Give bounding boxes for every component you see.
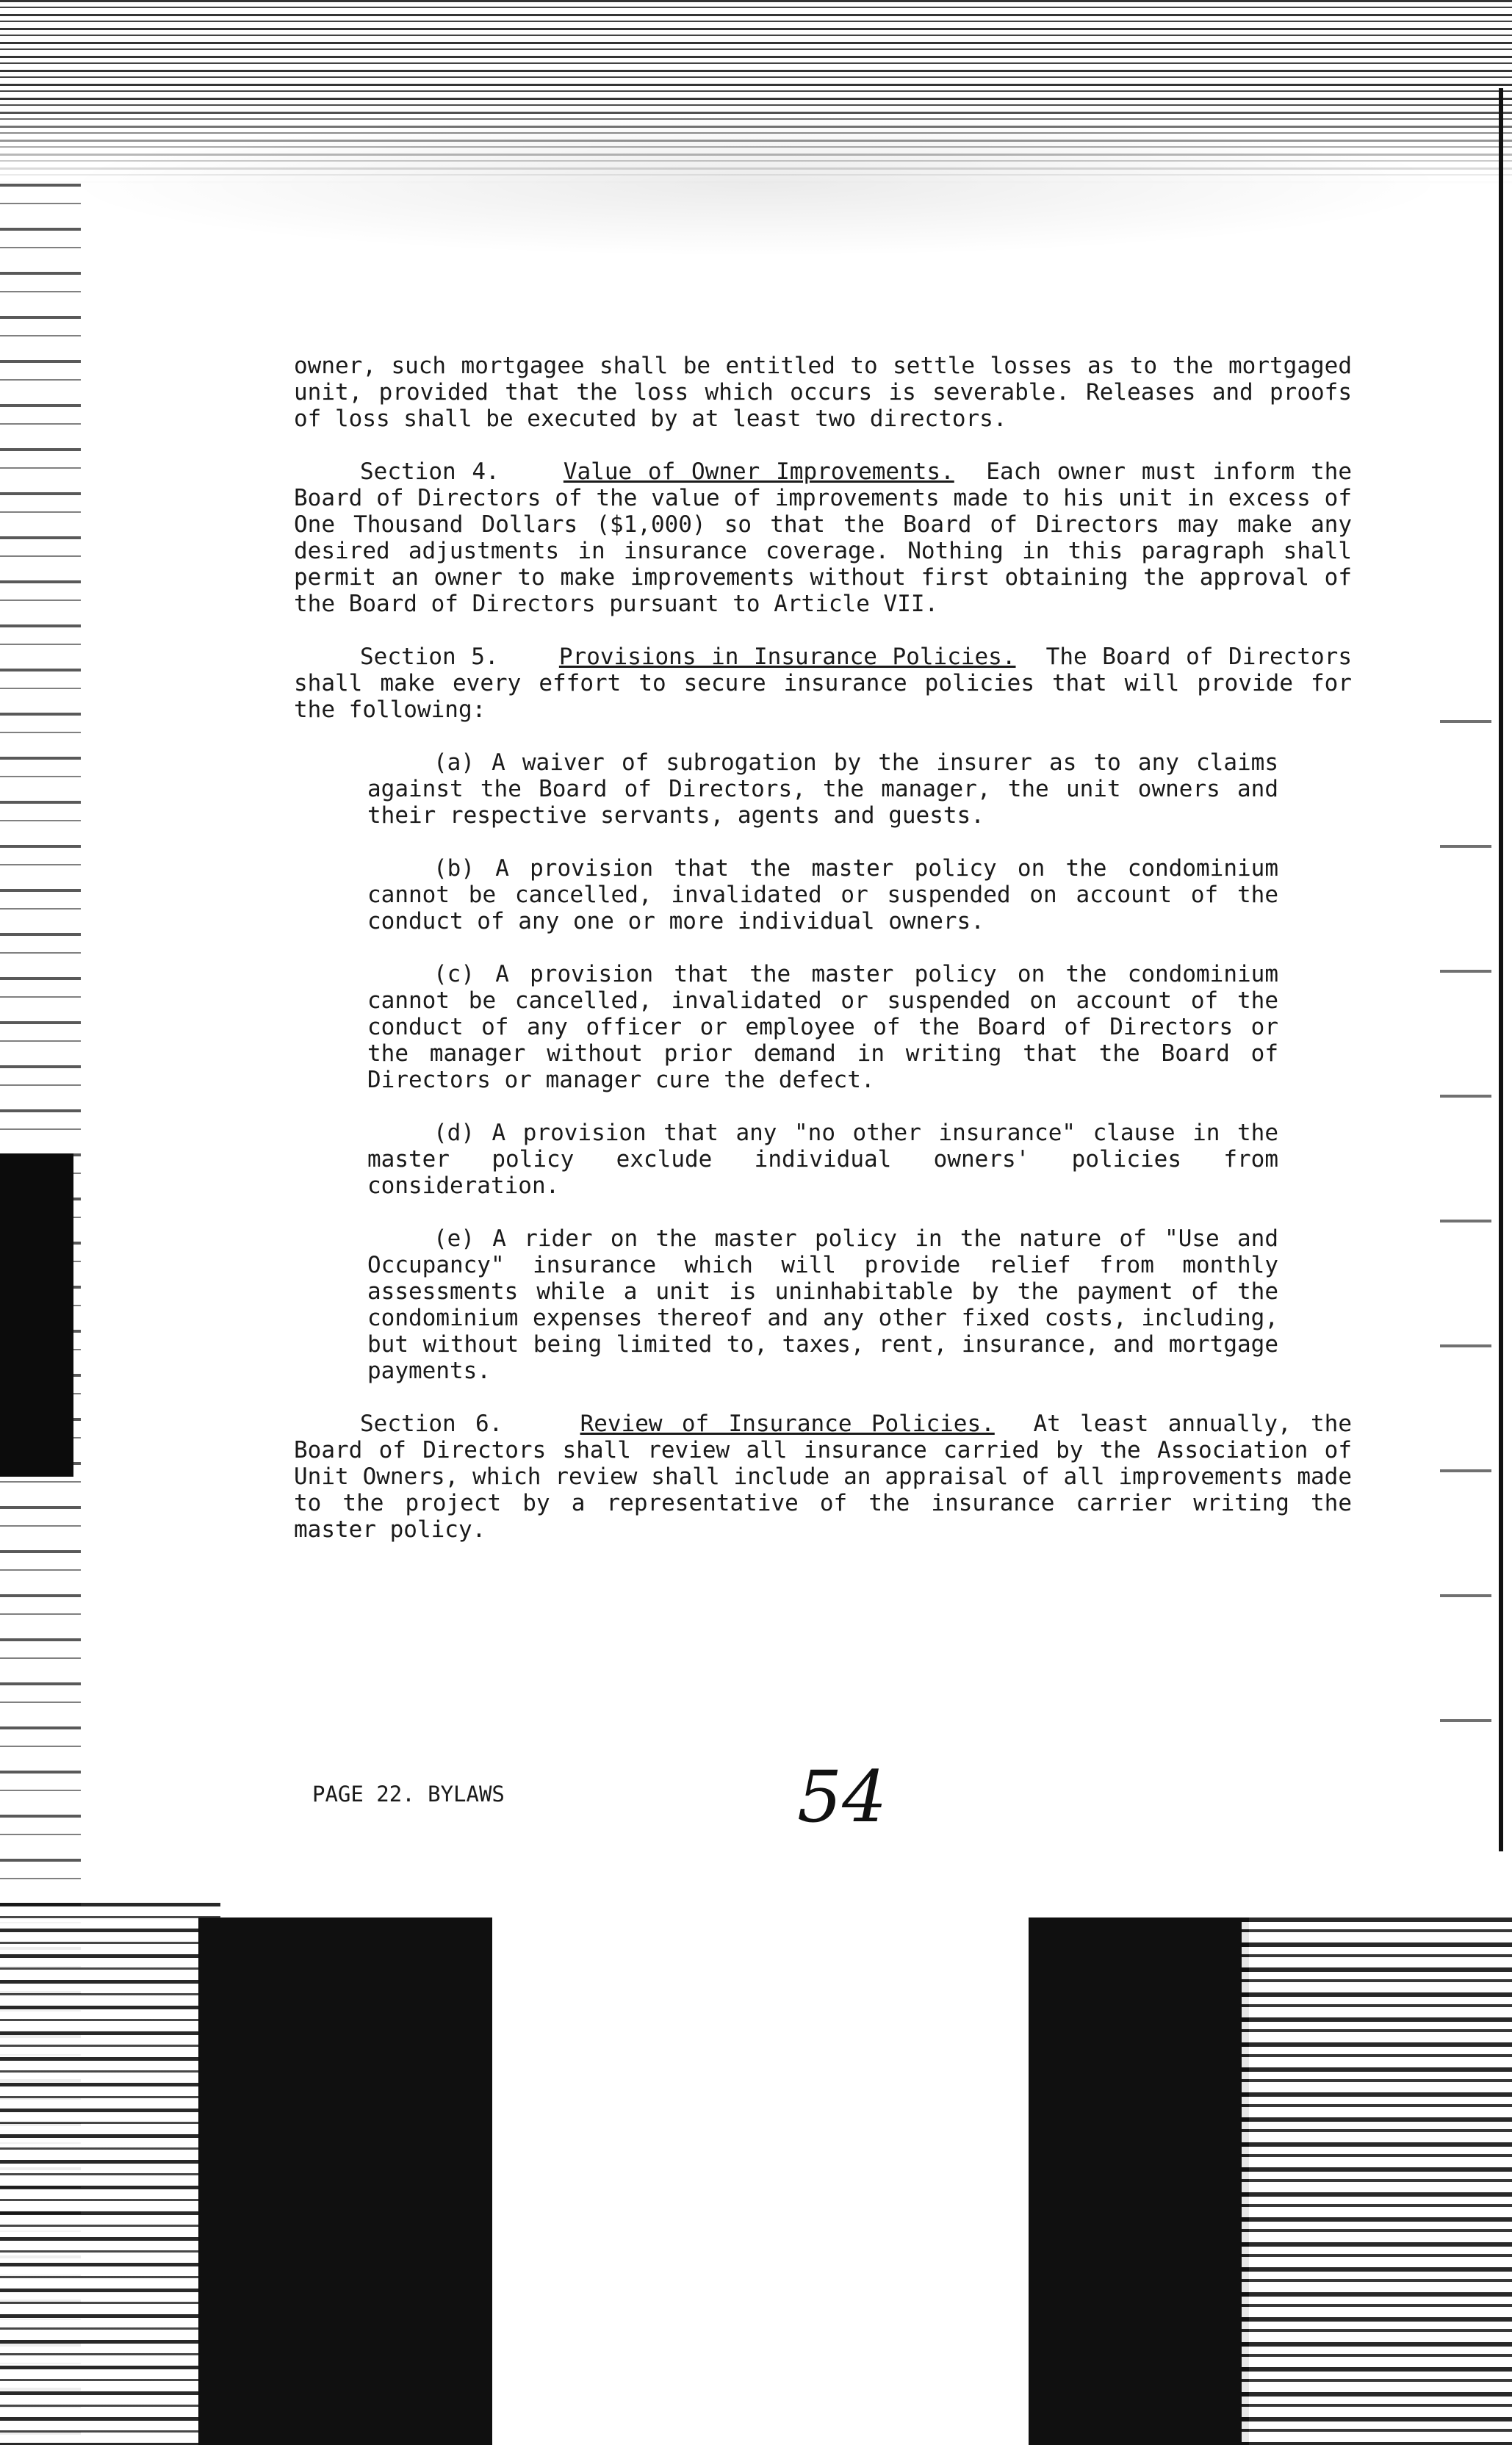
section-5 xyxy=(294,644,1352,723)
scan-block-left xyxy=(198,1918,492,2445)
section-4 xyxy=(294,458,1352,617)
scan-block-right xyxy=(1029,1918,1249,2445)
section-5-heading: Provisions in Insurance Policies. xyxy=(558,644,1016,670)
section-6-label: Section 6. xyxy=(360,1411,503,1437)
section-6-text: At least annually, the Board of Directors shall review all insurance carried by the Association of Unit Owners, which review shall include an appraisal of all improvements made to the project by a representative of the insurance carrier writing the master policy. xyxy=(294,1411,1353,1543)
provision-b: (b) A provision that the master policy on the condominium cannot be cancelled, invalidated or suspended on account of the conduct of any one or more individual owners. xyxy=(367,855,1278,935)
section-4-heading: Value of Owner Improvements. xyxy=(563,458,954,485)
provision-e: (e) A rider on the master policy in the nature of "Use and Occupancy" insurance which will provide relief from monthly assessments while a unit is uninhabitable by the payment of the condominium expenses thereof and any other fixed costs, including, but without being limited to, taxes, rent, insurance, and mortgage payments. xyxy=(367,1225,1278,1384)
scan-noise-bottom-right xyxy=(1242,1918,1512,2445)
section-4-text: Each owner must inform the Board of Directors of the value of improvements made to his unit in excess of One Thousand Dollars ($1,000) so that the Board of Directors may make any desired adjustments in insurance coverage. Nothing in this paragraph shall permit an owner to make improvements without first obtaining the approval of the Board of Directors pursuant to Article VII. xyxy=(294,458,1352,617)
section-6 xyxy=(294,1411,1352,1543)
document-body xyxy=(294,353,1352,1569)
section-4-label: Section 4. xyxy=(360,458,500,485)
scan-noise-fade xyxy=(59,110,1455,257)
provision-d: (d) A provision that any "no other insurance" clause in the master policy exclude individual owners' policies from consideration. xyxy=(367,1120,1278,1199)
provision-c: (c) A provision that the master policy on the condominium cannot be cancelled, invalidated or suspended on account of the conduct of any officer or employee of the Board of Directors or the manager without prior demand in writing that the Board of Directors or manager cure the defect. xyxy=(367,961,1278,1093)
scan-noise-bottom-left xyxy=(0,1903,220,2445)
scan-noise-left-dark xyxy=(0,1153,73,1477)
section-5-label: Section 5. xyxy=(360,644,499,670)
section-6-heading: Review of Insurance Policies. xyxy=(580,1411,995,1437)
scan-noise-right xyxy=(1440,661,1491,1837)
scan-edge-right xyxy=(1499,88,1503,1851)
section-5-text: The Board of Directors shall make every effort to secure insurance policies that will provide for the following: xyxy=(294,644,1353,723)
paragraph-mortgagee: owner, such mortgagee shall be entitled to settle losses as to the mortgaged unit, provided that the loss which occurs is severable. Releases and proofs of loss shall be executed by at least two directors. xyxy=(294,353,1352,432)
page-footer: PAGE 22. BYLAWS xyxy=(312,1782,505,1807)
handwritten-page-number: 54 xyxy=(797,1756,888,1838)
provision-a: (a) A waiver of subrogation by the insurer as to any claims against the Board of Directors, the manager, the unit owners and their respective servants, agents and guests. xyxy=(367,749,1278,829)
